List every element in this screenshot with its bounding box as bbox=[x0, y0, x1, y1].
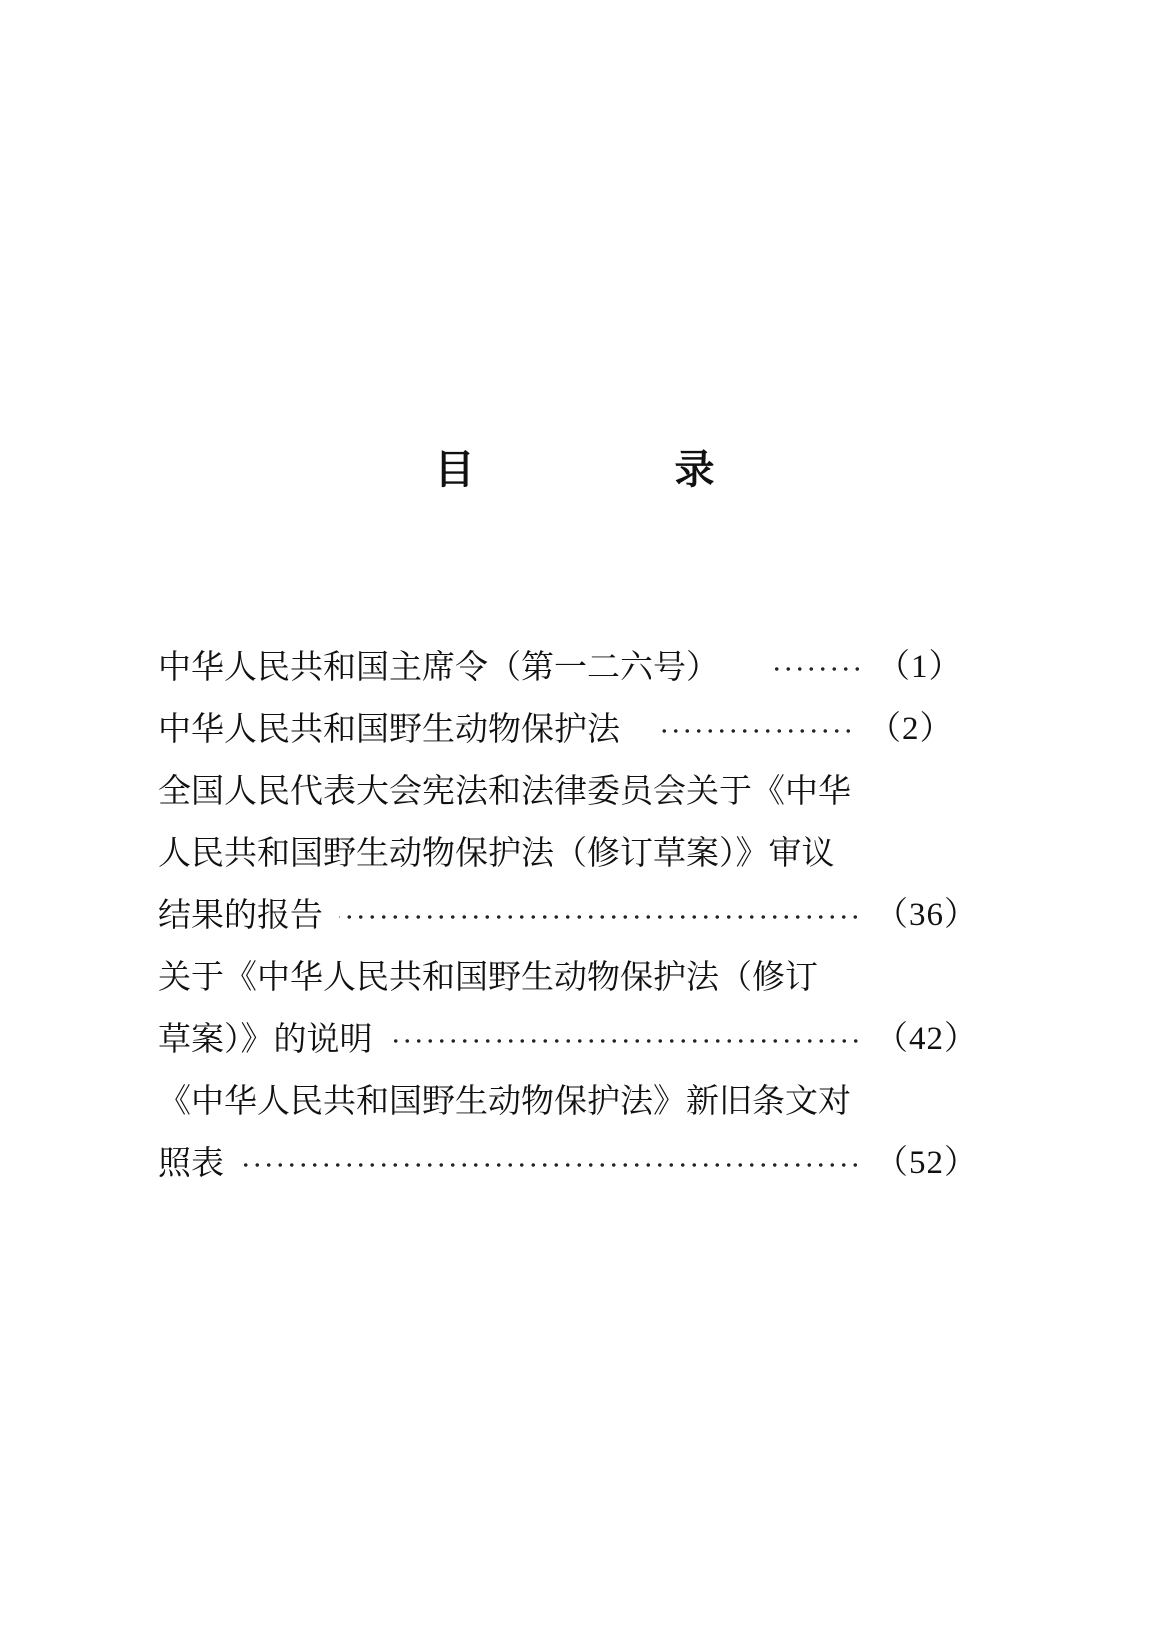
toc-entry-title-line: 人民共和国野生动物保护法（修订草案）》审议 bbox=[158, 833, 835, 872]
toc-page-number: （52） bbox=[875, 1145, 978, 1181]
toc-entry-comparison-table[interactable] bbox=[158, 1070, 978, 1194]
dot-leader bbox=[658, 729, 854, 733]
toc-page-number: （36） bbox=[875, 897, 978, 933]
toc-page-number: （42） bbox=[875, 1021, 978, 1057]
toc-entry-title-line: 照表 bbox=[158, 1143, 224, 1182]
toc-entry-title-line: 结果的报告 bbox=[158, 895, 323, 934]
toc-entry-review-report[interactable] bbox=[158, 760, 978, 946]
toc-entry-draft-explanation[interactable] bbox=[158, 946, 978, 1070]
toc-entry-title-line: 关于《中华人民共和国野生动物保护法（修订 bbox=[158, 957, 818, 996]
page-title: 目 录 bbox=[434, 447, 795, 493]
toc-entry-wildlife-protection-law[interactable] bbox=[158, 698, 978, 760]
table-of-contents bbox=[158, 636, 978, 1194]
toc-page-number: （1） bbox=[877, 649, 963, 685]
toc-page-number: （2） bbox=[868, 711, 954, 747]
toc-entry-presidential-order[interactable] bbox=[158, 636, 978, 698]
dot-leader bbox=[240, 1163, 861, 1167]
toc-entry-title: 中华人民共和国主席令（第一二六号） bbox=[158, 647, 719, 686]
toc-entry-title-line: 草案）》的说明 bbox=[158, 1019, 373, 1058]
toc-entry-title-line: 《中华人民共和国野生动物保护法》新旧条文对 bbox=[158, 1081, 851, 1120]
dot-leader bbox=[339, 915, 861, 919]
dot-leader bbox=[767, 667, 863, 671]
toc-entry-title-line: 全国人民代表大会宪法和法律委员会关于《中华 bbox=[158, 771, 851, 810]
dot-leader bbox=[389, 1039, 862, 1043]
toc-entry-title: 中华人民共和国野生动物保护法 bbox=[158, 709, 620, 748]
